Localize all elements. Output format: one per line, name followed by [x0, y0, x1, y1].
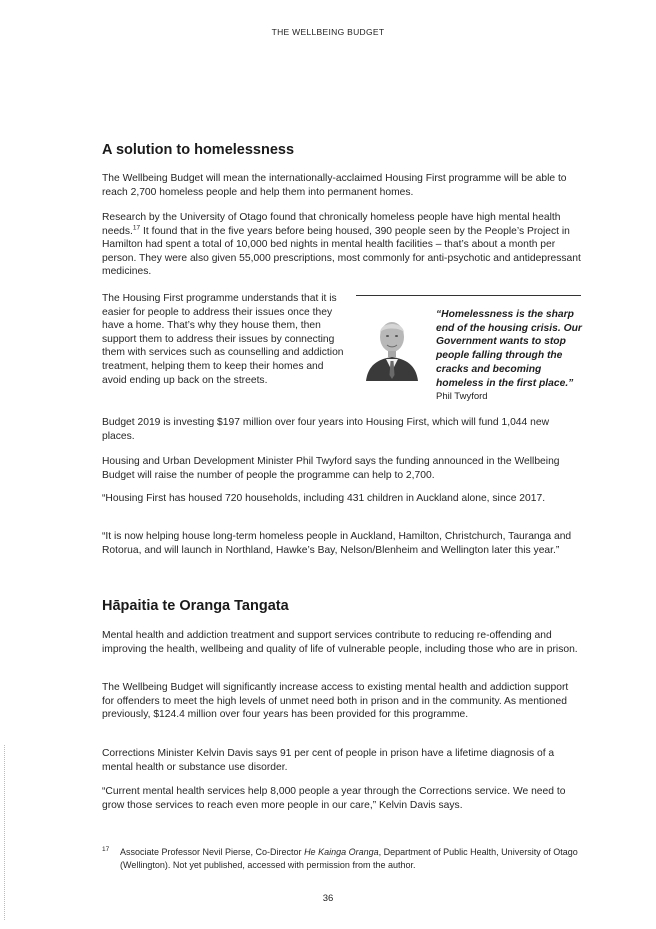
- section-heading-homelessness: A solution to homelessness: [102, 142, 295, 158]
- quote-divider: [356, 295, 581, 296]
- paragraph: The Housing First programme understands that it is easier for people to address their issues once they have a home. That’s why they house them, then support them to address their issues by connecting them with services such as counselling and addiction treatment, helping them to keep their homes and avoid ending up back on the streets.: [102, 293, 344, 386]
- paragraph-text: Research by the University of Otago found that chronically homeless people have high mental health needs.: [102, 212, 561, 237]
- paragraph: Budget 2019 is investing $197 million over four years into Housing First, which will fund 1,044 new places.: [102, 417, 550, 442]
- paragraph: The Wellbeing Budget will significantly increase access to existing mental health and addiction support for offenders to meet the high levels of unmet need both in prison and in the community. As mentioned previously, $124.4 million over four years has been provided for this programme.: [102, 682, 569, 721]
- paragraph: Corrections Minister Kelvin Davis says 91 per cent of people in prison have a lifetime diagnosis of a mental health or substance use disorder.: [102, 748, 555, 773]
- pull-quote: “Homelessness is the sharp end of the housing crisis. Our Government wants to stop people falling through the cracks and becoming homeless in the first place.”: [436, 309, 582, 389]
- paragraph: “Current mental health services help 8,000 people a year through the Corrections service. We need to grow those services to reach even more people in our care,” Kelvin Davis says.: [102, 786, 566, 811]
- footnote-text-italic: He Kainga Oranga: [304, 847, 379, 857]
- footnote-text-part: Associate Professor Nevil Pierse, Co-Director: [120, 847, 305, 857]
- quote-attribution: Phil Twyford: [436, 391, 488, 402]
- portrait-photo: [362, 309, 422, 381]
- paragraph: [102, 211, 582, 279]
- scan-edge-mark: [4, 745, 6, 920]
- footnote-text: [120, 846, 582, 871]
- footnote-text-part: , Department of Public Health, University of Otago (Wellington). Not yet published, accessed with permission from the author.: [120, 847, 578, 870]
- footnote: [102, 846, 582, 871]
- running-header: THE WELLBEING BUDGET: [271, 27, 385, 37]
- footnote-number: 17: [102, 846, 110, 853]
- footnote-reference[interactable]: 17: [132, 224, 141, 232]
- page-number: 36: [322, 893, 334, 904]
- paragraph: Housing and Urban Development Minister Phil Twyford says the funding announced in the Wellbeing Budget will raise the number of people the programme can help to 2,700.: [102, 456, 560, 481]
- section-heading-hapaitia: Hāpaitia te Oranga Tangata: [102, 598, 289, 614]
- paragraph: The Wellbeing Budget will mean the internationally-acclaimed Housing First programme will be able to reach 2,700 homeless people and help them into permanent homes.: [102, 173, 567, 198]
- paragraph: “Housing First has housed 720 households, including 431 children in Auckland alone, since 2017.: [102, 493, 546, 504]
- paragraph: “It is now helping house long-term homeless people in Auckland, Hamilton, Christchurch, Tauranga and Rotorua, and will launch in Northland, Hawke’s Bay, Nelson/Blenheim and Wellington later this year.”: [102, 531, 572, 556]
- paragraph: Mental health and addiction treatment and support services contribute to reducing re-offending and improving the health, wellbeing and quality of life of vulnerable people, including those who are in prison.: [102, 630, 578, 655]
- paragraph-text: It found that in the five years before being housed, 390 people seen by the People’s Project in Hamilton had spent a total of 10,000 bed nights in mental health facilities – that’s about a month per person. They were also given 55,000 prescriptions, most commonly for anti-psychotic and antidepressant medicines.: [102, 225, 581, 278]
